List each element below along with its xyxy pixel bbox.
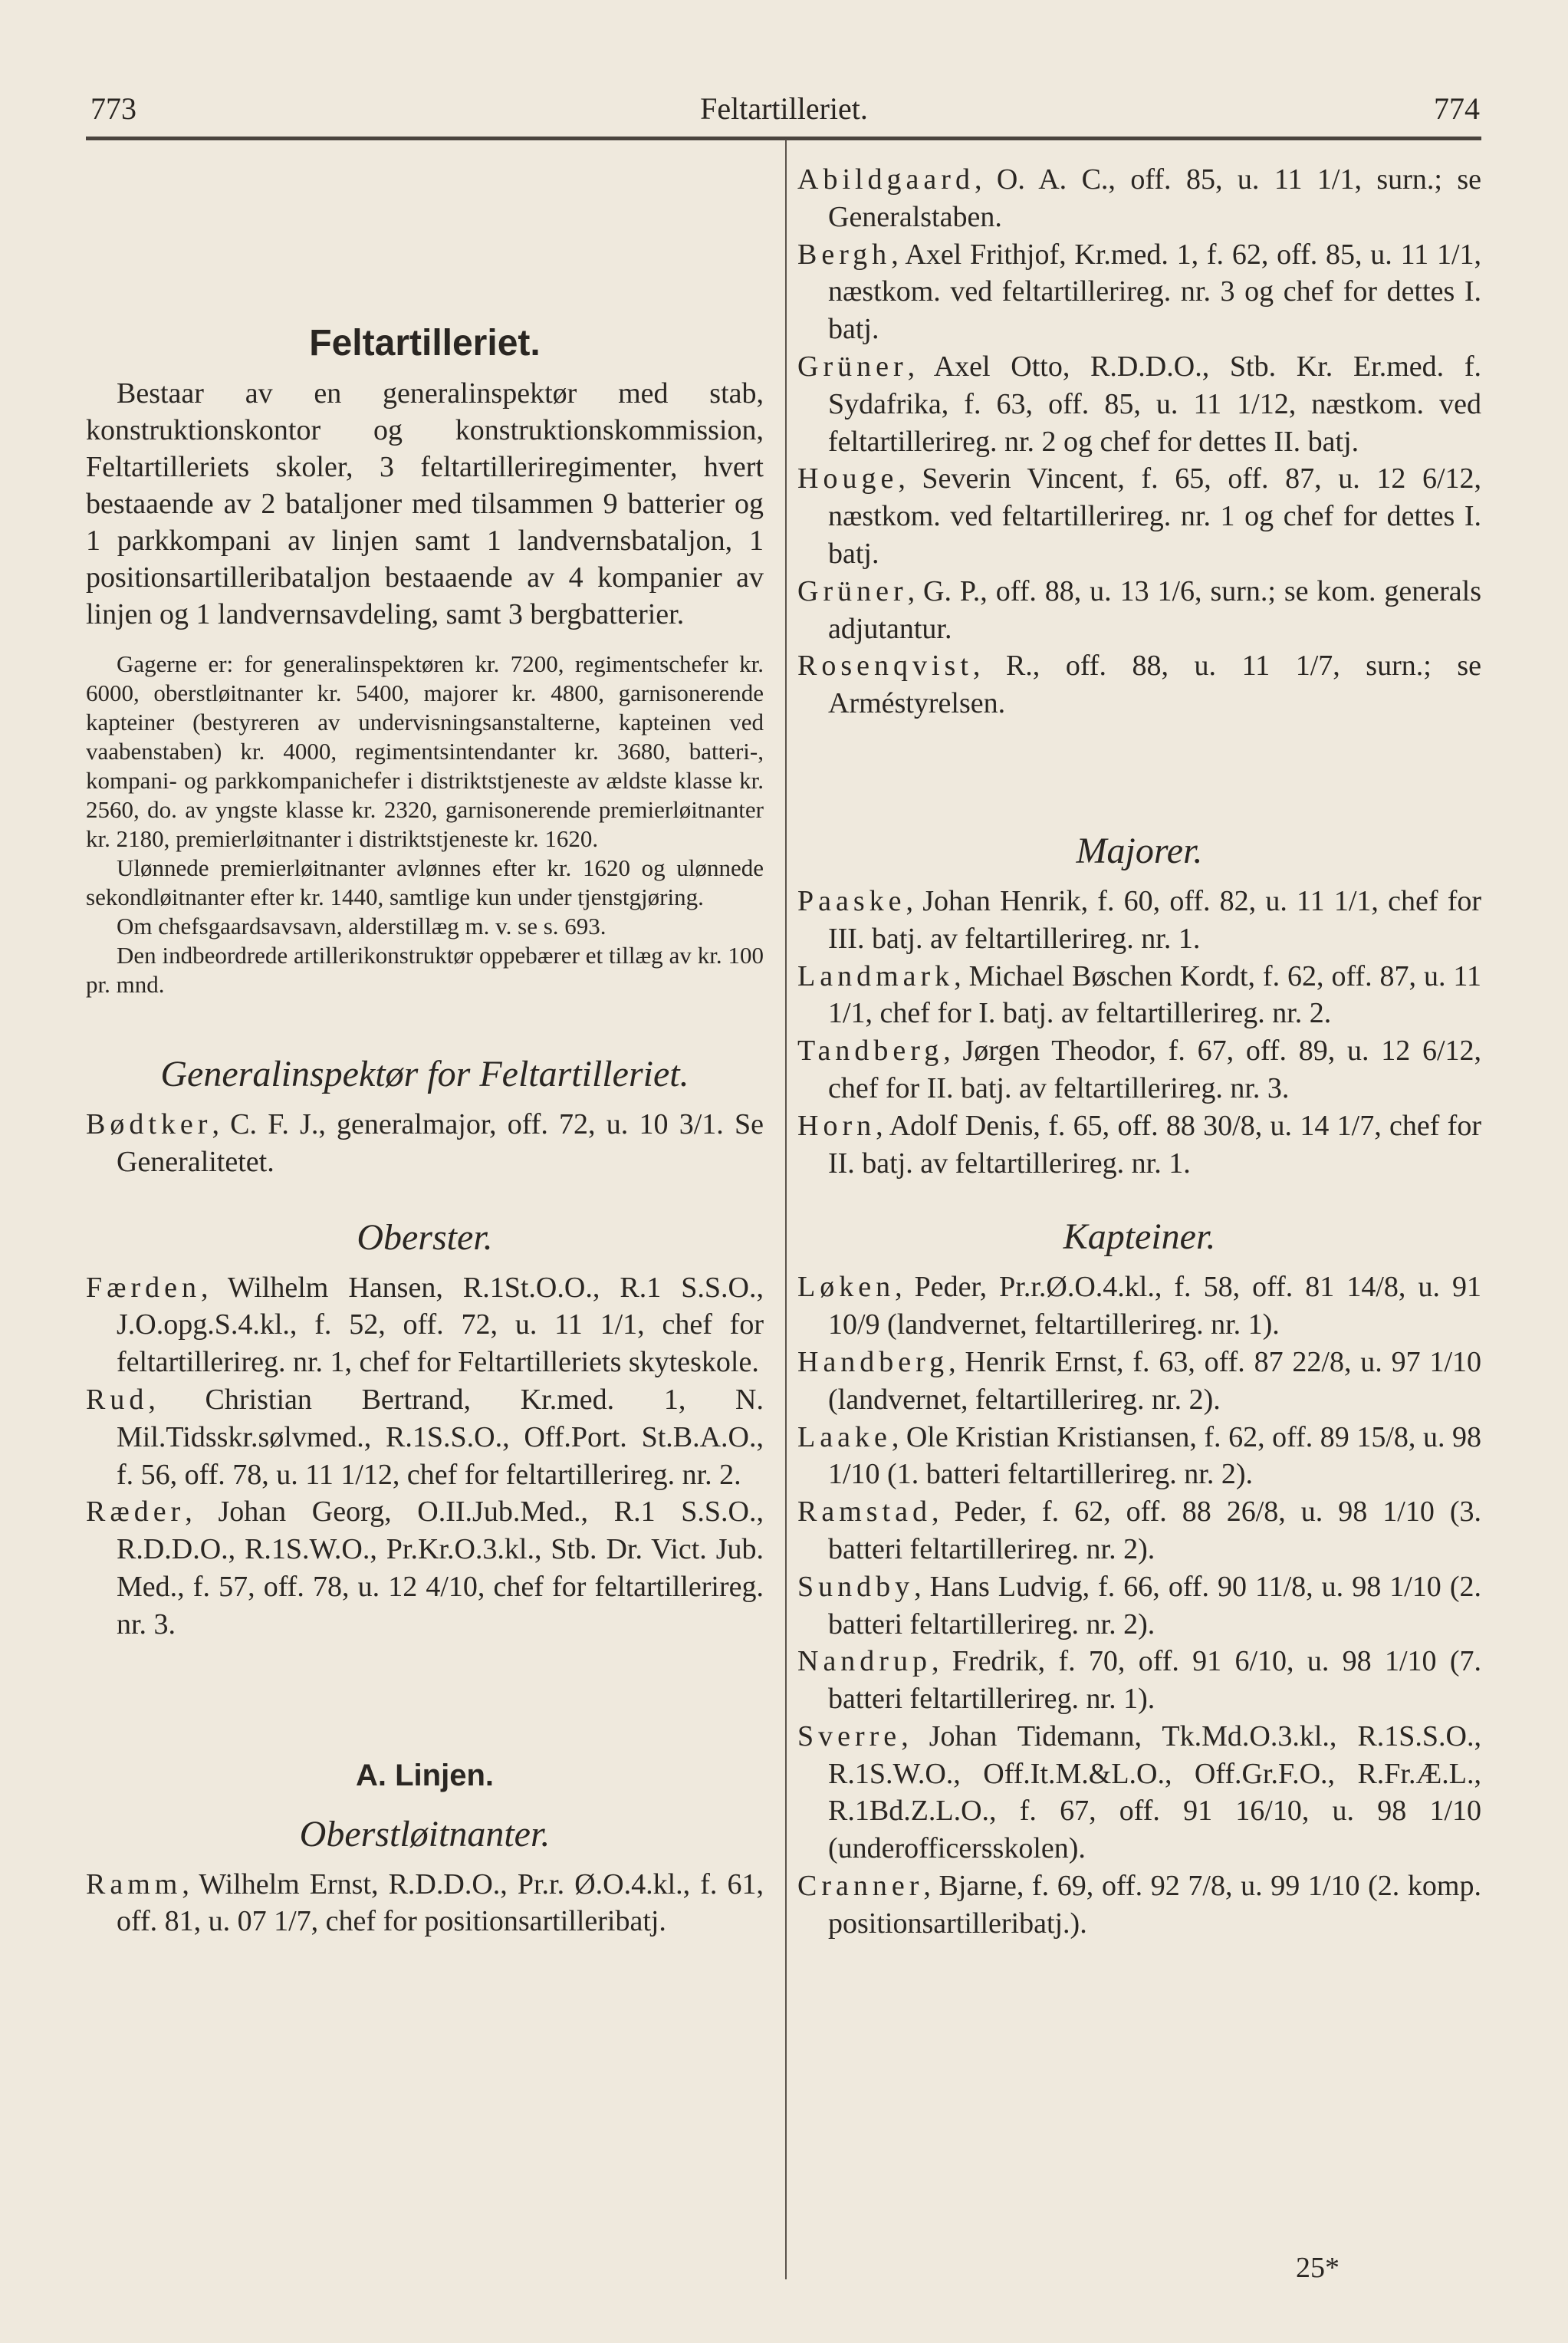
heading-majorer: Majorer. (1076, 830, 1203, 871)
list-item: Sundby, Hans Ludvig, f. 66, off. 90 11/8, u. 98 1/10 (2. batteri feltartillerireg. nr. 2). (797, 1570, 1481, 1640)
list-item: Rud, Christian Bertrand, Kr.med. 1, N. Mil.Tidsskr.sølvmed., R.1S.S.O., Off.Port. St.B.A.O., f. 56, off. 78, u. 11 1/12, chef for feltartillerireg. nr. 2. (86, 1383, 764, 1491)
header-rule (86, 137, 1481, 140)
list-item: Løken, Peder, Pr.r.Ø.O.4.kl., f. 58, off. 81 14/8, u. 91 10/9 (landvernet, feltartillerireg. nr. 1). (797, 1271, 1481, 1341)
right-column (797, 161, 1481, 1943)
heading-kapteiner: Kapteiner. (1063, 1216, 1216, 1258)
list-item: Houge, Severin Vincent, f. 65, off. 87, u. 12 6/12, næstkom. ved feltartillerireg. nr. 1 og chef for dettes I. batj. (797, 462, 1481, 570)
salary-note: Ulønnede premierløitnanter avlønnes efter kr. 1620 og ulønnede sekondløitnanter efter kr. 1440, samtlige kun under tjenstgjøring. (86, 854, 764, 910)
list-item: Sverre, Johan Tidemann, Tk.Md.O.3.kl., R.1S.S.O., R.1S.W.O., Off.It.M.&L.O., Off.Gr.F.O., R.Fr.Æ.L., R.1Bd.Z.L.O., f. 67, off. 91 16/10, u. 98 1/10 (underofficersskolen). (797, 1719, 1481, 1865)
list-item: Laake, Ole Kristian Kristiansen, f. 62, off. 89 15/8, u. 98 1/10 (1. batteri feltartillerireg. nr. 2). (797, 1420, 1481, 1491)
salary-note: Gagerne er: for generalinspektøren kr. 7200, regimentschefer kr. 6000, oberstløitnanter kr. 5400, majorer kr. 4800, garnisonerende kapteiner (bestyreren av undervisningsanstalterne, kapteinen ved vaabenstaben) kr. 4000, regimentsintendanter kr. 3680, batteri-, kompani- og parkkompanichefer i distriktstjeneste av ældste klasse kr. 2560, do. av yngste klasse kr. 2320, garnisonerende premierløitnanter kr. 2180, premierløitnanter i distriktstjeneste kr. 1620. (86, 650, 764, 852)
list-item: Grüner, Axel Otto, R.D.D.O., Stb. Kr. Er.med. f. Sydafrika, f. 63, off. 85, u. 11 1/12, næstkom. ved feltartillerireg. nr. 2 og chef for dettes II. batj. (797, 350, 1481, 458)
list-item: Tandberg, Jørgen Theodor, f. 67, off. 89, u. 12 6/12, chef for II. batj. av feltartillerireg. nr. 3. (797, 1035, 1481, 1104)
section-title: Feltartilleriet. (309, 323, 541, 364)
salary-note: Den indbeordrede artillerikonstruktør oppebærer et tillæg av kr. 100 pr. mnd. (86, 942, 764, 998)
list-item: Ræder, Johan Georg, O.II.Jub.Med., R.1 S.S.O., R.D.D.O., R.1S.W.O., Pr.Kr.O.3.kl., Stb. Dr. Vict. Jub. Med., f. 57, off. 78, u. 12 4/10, chef for feltartillerireg. nr. 3. (86, 1496, 764, 1640)
list-item: Cranner, Bjarne, f. 69, off. 92 7/8, u. 99 1/10 (2. komp. positionsartilleribatj.). (797, 1870, 1481, 1940)
list-item: Grüner, G. P., off. 88, u. 13 1/6, surn.; se kom. generals adjutantur. (797, 574, 1481, 645)
left-column (86, 161, 764, 1940)
list-item: Bødtker, C. F. J., generalmajor, off. 72, u. 10 3/1. Se Generalitetet. (86, 1108, 764, 1178)
list-item: Nandrup, Fredrik, f. 70, off. 91 6/10, u. 98 1/10 (7. batteri feltartillerireg. nr. 1). (797, 1645, 1481, 1716)
heading-oberstloitnanter: Oberstløitnanter. (299, 1813, 551, 1854)
column-divider (785, 140, 787, 2279)
list-item: Paaske, Johan Henrik, f. 60, off. 82, u. 11 1/1, chef for III. batj. av feltartillerireg. nr. 1. (797, 884, 1481, 955)
page-number-right: 774 (1434, 91, 1480, 126)
heading-linjen: A. Linjen. (356, 1758, 494, 1792)
running-title: Feltartilleriet. (700, 91, 868, 126)
heading-generalinspektor: Generalinspektør for Feltartilleriet. (160, 1054, 689, 1094)
heading-oberster: Oberster. (357, 1216, 493, 1258)
intro-paragraph: Bestaar av en generalinspektør med stab, konstruktionskontor og konstruktionskommission, Feltartilleriets skoler, 3 feltartilleriregimenter, hvert bestaaende av 2 bataljoner med tilsammen 9 batterier og 1 parkkompani av linjen samt 1 landvernsbataljon, 1 positionsartilleribataljon bestaaende av 4 kompanier av linjen og 1 landvernsavdeling, samt 3 bergbatterier. (86, 377, 764, 630)
list-item: Abildgaard, O. A. C., off. 85, u. 11 1/1, surn.; se Generalstaben. (797, 163, 1481, 233)
list-item: Horn, Adolf Denis, f. 65, off. 88 30/8, u. 14 1/7, chef for II. batj. av feltartillerireg. nr. 1. (797, 1109, 1481, 1180)
list-item: Bergh, Axel Frithjof, Kr.med. 1, f. 62, off. 85, u. 11 1/1, næstkom. ved feltartillerireg. nr. 3 og chef for dettes I. batj. (797, 238, 1481, 346)
list-item: Ramm, Wilhelm Ernst, R.D.D.O., Pr.r. Ø.O.4.kl., f. 61, off. 81, u. 07 1/7, chef for positionsartilleribatj. (86, 1867, 764, 1938)
signature-mark: 25* (1296, 2252, 1340, 2284)
list-item: Færden, Wilhelm Hansen, R.1St.O.O., R.1 S.S.O., J.O.opg.S.4.kl., f. 52, off. 72, u. 11 1/1, chef for feltartillerireg. nr. 1, chef for Feltartilleriets skyteskole. (86, 1271, 764, 1379)
list-item: Rosenqvist, R., off. 88, u. 11 1/7, surn.; se Arméstyrelsen. (797, 650, 1481, 720)
list-item: Landmark, Michael Bøschen Kordt, f. 62, off. 87, u. 11 1/1, chef for I. batj. av feltartillerireg. nr. 2. (797, 959, 1481, 1030)
list-item: Ramstad, Peder, f. 62, off. 88 26/8, u. 98 1/10 (3. batteri feltartillerireg. nr. 2). (797, 1496, 1481, 1565)
salary-note: Om chefsgaardsavsavn, alderstillæg m. v. se s. 693. (117, 913, 606, 940)
list-item: Handberg, Henrik Ernst, f. 63, off. 87 22/8, u. 97 1/10 (landvernet, feltartillerireg. nr. 2). (797, 1345, 1481, 1416)
page-number-left: 773 (90, 91, 136, 126)
